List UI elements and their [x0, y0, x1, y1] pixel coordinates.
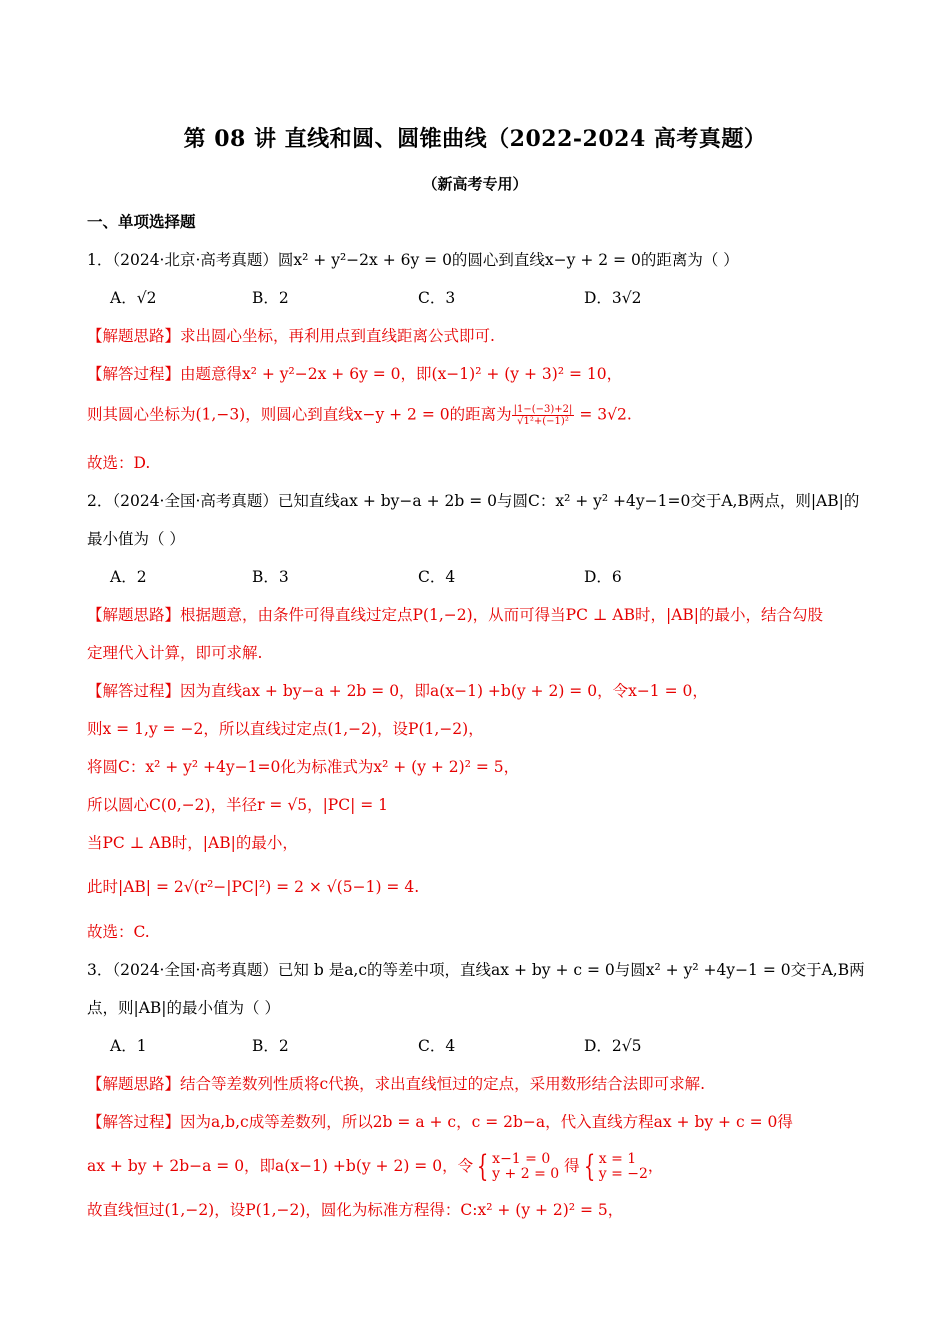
- q1-option-c: C．3: [418, 289, 456, 307]
- q2-option-c: C．4: [418, 568, 456, 586]
- q1-answer: 故选：D.: [87, 454, 151, 472]
- q2-option-b: B．3: [252, 568, 289, 586]
- q3-option-d: D．2√5: [584, 1037, 642, 1055]
- q3-system-1: [492, 1152, 559, 1182]
- q2-process-3: 将圆C：x² + y² +4y−1=0化为标准式为x² + (y + 2)² = 5，: [87, 758, 520, 776]
- q2-process-1: 【解答过程】因为直线ax + by−a + 2b = 0，即a(x−1) +b(y + 2) = 0，令x−1 = 0，: [87, 682, 708, 700]
- q3-option-a: A．1: [110, 1037, 147, 1055]
- q3-process-2-text: ax + by + 2b−a = 0，即a(x−1) +b(y + 2) = 0，令: [87, 1157, 474, 1175]
- q1-option-b: B．2: [252, 289, 289, 307]
- q2-thinking-line-2: 定理代入计算，即可求解.: [87, 644, 263, 662]
- q3-process-1: 【解答过程】因为a,b,c成等差数列，所以2b = a + c，c = 2b−a，代入直线方程ax + by + c = 0得: [87, 1113, 793, 1131]
- q3-system-2-eq-2: y = −2: [598, 1166, 648, 1182]
- q3-process-2-mid: 得: [564, 1157, 580, 1175]
- q2-answer: 故选：C.: [87, 923, 150, 941]
- q1-fraction-denominator: √1²+(−1)²: [517, 416, 569, 427]
- q1-stem: 1．（2024·北京·高考真题）圆x² + y²−2x + 6y = 0的圆心到直线x−y + 2 = 0的距离为（ ）: [87, 251, 739, 269]
- q3-stem-line-2: 点，则|AB|的最小值为（ ）: [87, 999, 280, 1017]
- q1-option-a: A．√2: [110, 289, 157, 307]
- q1-process-2-result: = 3√2.: [579, 405, 632, 424]
- q3-system-1-eq-2: y + 2 = 0: [492, 1166, 560, 1182]
- page-title: 第 08 讲 直线和圆、圆锥曲线（2022-2024 高考真题）: [183, 126, 767, 152]
- q3-brace-1: {: [476, 1149, 489, 1184]
- q2-option-a: A．2: [110, 568, 147, 586]
- q3-thinking: 【解题思路】结合等差数列性质将c代换，求出直线恒过的定点，采用数形结合法即可求解.: [87, 1075, 706, 1093]
- q2-thinking-line-1: 【解题思路】根据题意，由条件可得直线过定点P(1,−2)，从而可得当PC ⊥ AB时，|AB|的最小，结合勾股: [87, 606, 823, 624]
- section-heading: 一、单项选择题: [87, 212, 196, 231]
- q1-process-2: [87, 404, 632, 427]
- q1-process-1: 【解答过程】由题意得x² + y²−2x + 6y = 0，即(x−1)² + (y + 3)² = 10，: [87, 365, 623, 383]
- q3-brace-2: {: [583, 1149, 595, 1184]
- q3-process-3: 故直线恒过(1,−2)，设P(1,−2)，圆化为标准方程得：C:x² + (y + 2)² = 5，: [87, 1201, 624, 1219]
- q2-process-4: 所以圆心C(0,−2)，半径r = √5，|PC| = 1: [87, 796, 389, 814]
- q3-system-1-eq-1: x−1 = 0: [492, 1151, 551, 1167]
- q2-option-d: D．6: [584, 568, 622, 586]
- q2-process-5: 当PC ⊥ AB时，|AB|的最小，: [87, 834, 298, 852]
- q2-process-6: 此时|AB| = 2√(r²−|PC|²) = 2 × √(5−1) = 4.: [87, 878, 420, 896]
- q3-system-2-eq-1: x = 1: [598, 1151, 637, 1167]
- q3-option-b: B．2: [252, 1037, 289, 1055]
- q3-option-c: C．4: [418, 1037, 456, 1055]
- q3-system-2: [599, 1152, 648, 1182]
- q1-process-2-text: 则其圆心坐标为(1,−3)，则圆心到直线x−y + 2 = 0的距离为: [87, 405, 512, 424]
- q1-distance-fraction: [512, 404, 575, 427]
- q2-stem-line-2: 最小值为（ ）: [87, 530, 185, 548]
- q2-process-2: 则x = 1,y = −2，所以直线过定点(1,−2)，设P(1,−2)，: [87, 720, 484, 738]
- q3-stem-line-1: 3．（2024·全国·高考真题）已知 b 是a,c的等差中项，直线ax + by + c = 0与圆x² + y² +4y−1 = 0交于A,B两: [87, 961, 865, 979]
- q2-stem-line-1: 2．（2024·全国·高考真题）已知直线ax + by−a + 2b = 0与圆C：x² + y² +4y−1=0交于A,B两点，则|AB|的: [87, 492, 860, 510]
- q1-fraction-numerator: |1−(−3)+2|: [513, 404, 573, 415]
- q1-option-d: D．3√2: [584, 289, 642, 307]
- q3-process-2: [87, 1149, 664, 1184]
- page-subtitle: （新高考专用）: [422, 175, 528, 193]
- q3-process-2-end: ，: [647, 1157, 664, 1175]
- q1-thinking: 【解题思路】求出圆心坐标，再利用点到直线距离公式即可.: [87, 327, 495, 345]
